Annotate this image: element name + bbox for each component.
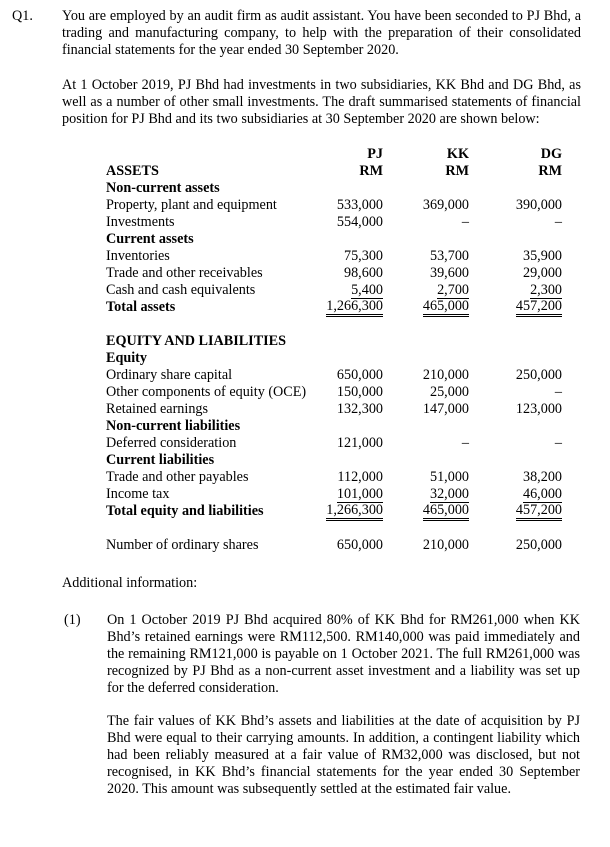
dg-value: 250,000 — [515, 537, 562, 553]
col-pj-unit: RM — [359, 163, 383, 179]
kk-value: 32,000 — [429, 486, 469, 502]
dg-value: 123,000 — [515, 401, 562, 417]
pj-value: 75,300 — [343, 248, 383, 264]
line-label: Property, plant and equipment — [106, 197, 277, 213]
dg-value: – — [554, 435, 562, 451]
item-paragraph: The fair values of KK Bhd’s assets and liabilities at the date of acquisition by PJ Bhd were equal to their carrying amounts. In addition, a contingent liability which had been reliably measured at a fair value of RM32,000 was disclosed, but not recognised, in KK Bhd’s financial statements for the year ended 30 September 2020. This amount was subsequently settled at the estimated fair value. — [107, 713, 580, 797]
ca-heading: Current assets — [106, 231, 194, 247]
section-heading — [106, 231, 586, 248]
line-label: Number of ordinary shares — [106, 537, 259, 553]
line-ppe — [106, 197, 586, 214]
line-label: Investments — [106, 214, 175, 230]
line-deferred-consideration — [106, 435, 586, 452]
kk-value: – — [461, 435, 469, 451]
section-heading — [106, 180, 586, 197]
kk-value: 147,000 — [422, 401, 469, 417]
pj-value: 533,000 — [336, 197, 383, 213]
line-label: Trade and other payables — [106, 469, 249, 485]
dg-value: 2,300 — [530, 282, 562, 298]
pj-value: 112,000 — [337, 469, 383, 485]
dg-value: 29,000 — [522, 265, 562, 281]
line-share-capital — [106, 367, 586, 384]
pj-value: 650,000 — [336, 367, 383, 383]
pj-value: 650,000 — [336, 537, 383, 553]
line-total-assets — [106, 299, 586, 316]
pj-value: 5,400 — [351, 282, 383, 298]
dg-value: – — [554, 214, 562, 230]
line-cash — [106, 282, 586, 299]
line-label: Total assets — [106, 299, 176, 315]
equity-heading: Equity — [106, 350, 148, 366]
line-label: Ordinary share capital — [106, 367, 233, 383]
kk-value: 210,000 — [422, 367, 469, 383]
section-heading — [106, 350, 586, 367]
context-paragraph: At 1 October 2019, PJ Bhd had investments in two subsidiaries, KK Bhd and DG Bhd, as well as a number of other small investments. The draft summarised statements of financial position for PJ Bhd and its two subsidiaries at 30 September 2020 are shown below: — [62, 77, 581, 127]
dg-value: – — [554, 384, 562, 400]
col-kk-name: KK — [446, 146, 469, 162]
pj-value: 554,000 — [336, 214, 383, 230]
pj-value: 150,000 — [336, 384, 383, 400]
kk-value: 51,000 — [429, 469, 469, 485]
statement-of-financial-position — [106, 146, 586, 554]
line-retained-earnings — [106, 401, 586, 418]
kk-value: 25,000 — [429, 384, 469, 400]
question-number: Q1. — [12, 8, 33, 24]
eq-liab-heading: EQUITY AND LIABILITIES — [106, 333, 287, 349]
dg-value: 390,000 — [515, 197, 562, 213]
line-trade-receivables — [106, 265, 586, 282]
column-header-names — [106, 146, 586, 163]
column-header-units — [106, 163, 586, 180]
kk-value: 465,000 — [423, 299, 469, 317]
dg-value: 38,200 — [522, 469, 562, 485]
kk-value: 39,600 — [429, 265, 469, 281]
nca-heading: Non-current assets — [106, 180, 220, 196]
item-paragraph: On 1 October 2019 PJ Bhd acquired 80% of KK Bhd for RM261,000 when KK Bhd’s retained earnings were RM112,500. RM140,000 was paid immediately and the remaining RM121,000 is payable on 1 October 2021. The full RM261,000 was recognized by PJ Bhd as a non-current asset investment and a liability was set up for the deferred consideration. — [107, 612, 580, 696]
line-label: Trade and other receivables — [106, 265, 263, 281]
pj-value: 121,000 — [336, 435, 383, 451]
pj-value: 98,600 — [343, 265, 383, 281]
assets-heading: ASSETS — [106, 163, 159, 179]
col-dg-name: DG — [540, 146, 562, 162]
line-label: Cash and cash equivalents — [106, 282, 256, 298]
kk-value: – — [461, 214, 469, 230]
line-income-tax — [106, 486, 586, 503]
ncl-heading: Non-current liabilities — [106, 418, 241, 434]
dg-value: 250,000 — [515, 367, 562, 383]
col-kk-unit: RM — [445, 163, 469, 179]
kk-value: 210,000 — [422, 537, 469, 553]
col-pj-name: PJ — [367, 146, 383, 162]
line-total-equity-liabilities — [106, 503, 586, 520]
dg-value: 457,200 — [516, 503, 562, 521]
dg-value: 457,200 — [516, 299, 562, 317]
line-inventories — [106, 248, 586, 265]
line-label: Total equity and liabilities — [106, 503, 264, 519]
section-heading — [106, 452, 586, 469]
kk-value: 369,000 — [422, 197, 469, 213]
dg-value: 46,000 — [522, 486, 562, 502]
cl-heading: Current liabilities — [106, 452, 215, 468]
intro-paragraph: You are employed by an audit firm as audit assistant. You have been seconded to PJ Bhd, a trading and manufacturing company, to help with the preparation of their consolidated financial statements for the year ended 30 September 2020. — [62, 8, 581, 58]
col-dg-unit: RM — [538, 163, 562, 179]
additional-info-heading: Additional information: — [62, 575, 198, 591]
pj-value: 132,300 — [336, 401, 383, 417]
section-heading — [106, 418, 586, 435]
pj-value: 1,266,300 — [326, 503, 383, 521]
pj-value: 101,000 — [336, 486, 383, 502]
item-number: (1) — [64, 612, 81, 628]
line-label: Deferred consideration — [106, 435, 237, 451]
dg-value: 35,900 — [522, 248, 562, 264]
line-label: Retained earnings — [106, 401, 209, 417]
kk-value: 2,700 — [437, 282, 469, 298]
kk-value: 465,000 — [423, 503, 469, 521]
pj-value: 1,266,300 — [326, 299, 383, 317]
line-label: Income tax — [106, 486, 170, 502]
line-oce — [106, 384, 586, 401]
kk-value: 53,700 — [429, 248, 469, 264]
line-label: Other components of equity (OCE) — [106, 384, 307, 400]
line-trade-payables — [106, 469, 586, 486]
line-number-of-shares — [106, 537, 586, 554]
section-heading — [106, 333, 586, 350]
line-investments — [106, 214, 586, 231]
line-label: Inventories — [106, 248, 170, 264]
